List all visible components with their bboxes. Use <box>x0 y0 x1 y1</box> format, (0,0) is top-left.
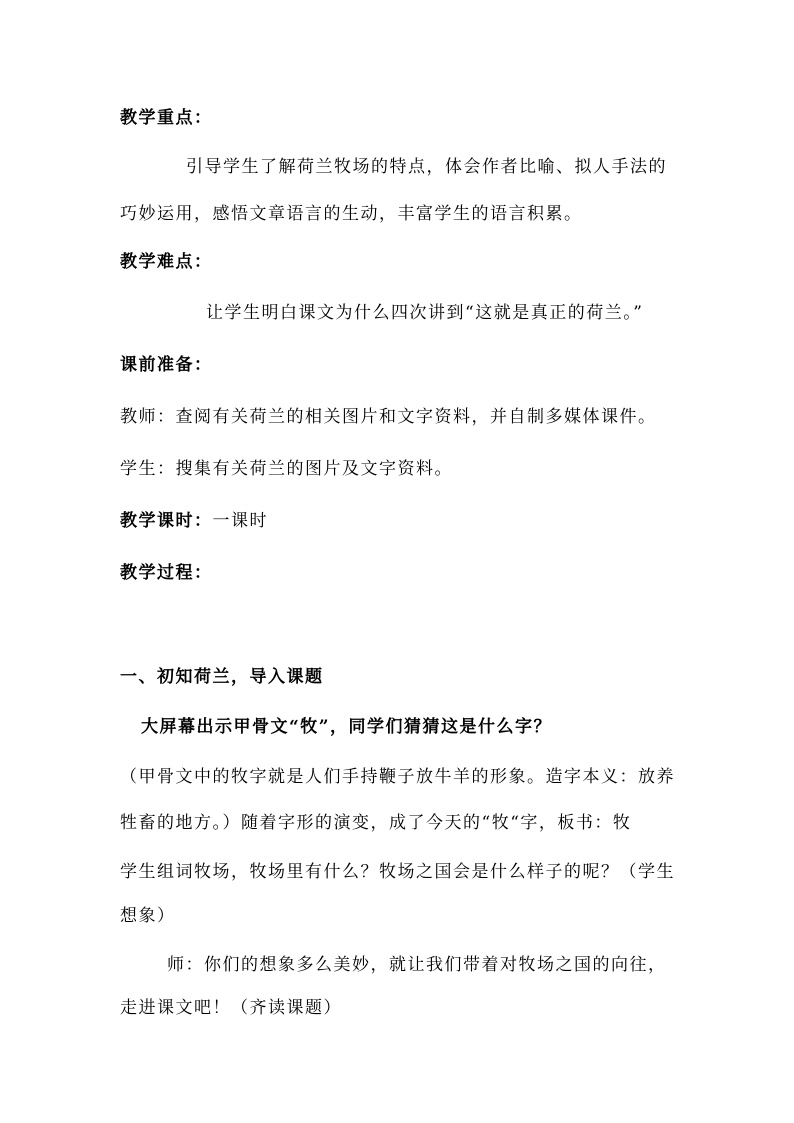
difficulty-heading: 教学难点： <box>120 252 213 272</box>
part-one-intro: 大屏幕出示甲骨文“牧”，同学们猜猜这是什么字？ <box>141 717 553 737</box>
class-hours-value: 一课时 <box>212 511 268 531</box>
part-one-teacher-line-1: 师：你们的想象多么美妙，就让我们带着对牧场之国的向往， <box>167 955 667 975</box>
part-one-question-line-1: 学生组词牧场，牧场里有什么？牧场之国会是什么样子的呢？（学生 <box>120 862 675 882</box>
class-hours <box>120 510 268 532</box>
preparation-student: 学生：搜集有关荷兰的图片及文字资料。 <box>120 459 453 479</box>
key-points-text-line-1: 引导学生了解荷兰牧场的特点，体会作者比喻、拟人手法的 <box>186 157 667 177</box>
difficulty-text: 让学生明白课文为什么四次讲到“这就是真正的荷兰。” <box>206 303 644 323</box>
part-one-question-line-2: 想象） <box>120 906 176 926</box>
preparation-heading: 课前准备： <box>120 355 213 375</box>
key-points-text-line-2: 巧妙运用，感悟文章语言的生动，丰富学生的语言积累。 <box>120 204 583 224</box>
part-one-note-line-2: 牲畜的地方。）随着字形的演变，成了今天的“牧“字，板书：牧 <box>120 813 632 833</box>
part-one-note-line-1: （甲骨文中的牧字就是人们手持鞭子放牛羊的形象。造字本义：放养 <box>120 767 675 787</box>
process-heading: 教学过程： <box>120 563 213 583</box>
preparation-teacher: 教师：查阅有关荷兰的相关图片和文字资料，并自制多媒体课件。 <box>120 407 657 427</box>
part-one-teacher-line-2: 走进课文吧！（齐读课题） <box>120 998 342 1018</box>
class-hours-label: 教学课时： <box>120 511 213 531</box>
part-one-heading: 一、初知荷兰，导入课题 <box>120 667 324 687</box>
key-points-heading: 教学重点： <box>120 108 213 128</box>
